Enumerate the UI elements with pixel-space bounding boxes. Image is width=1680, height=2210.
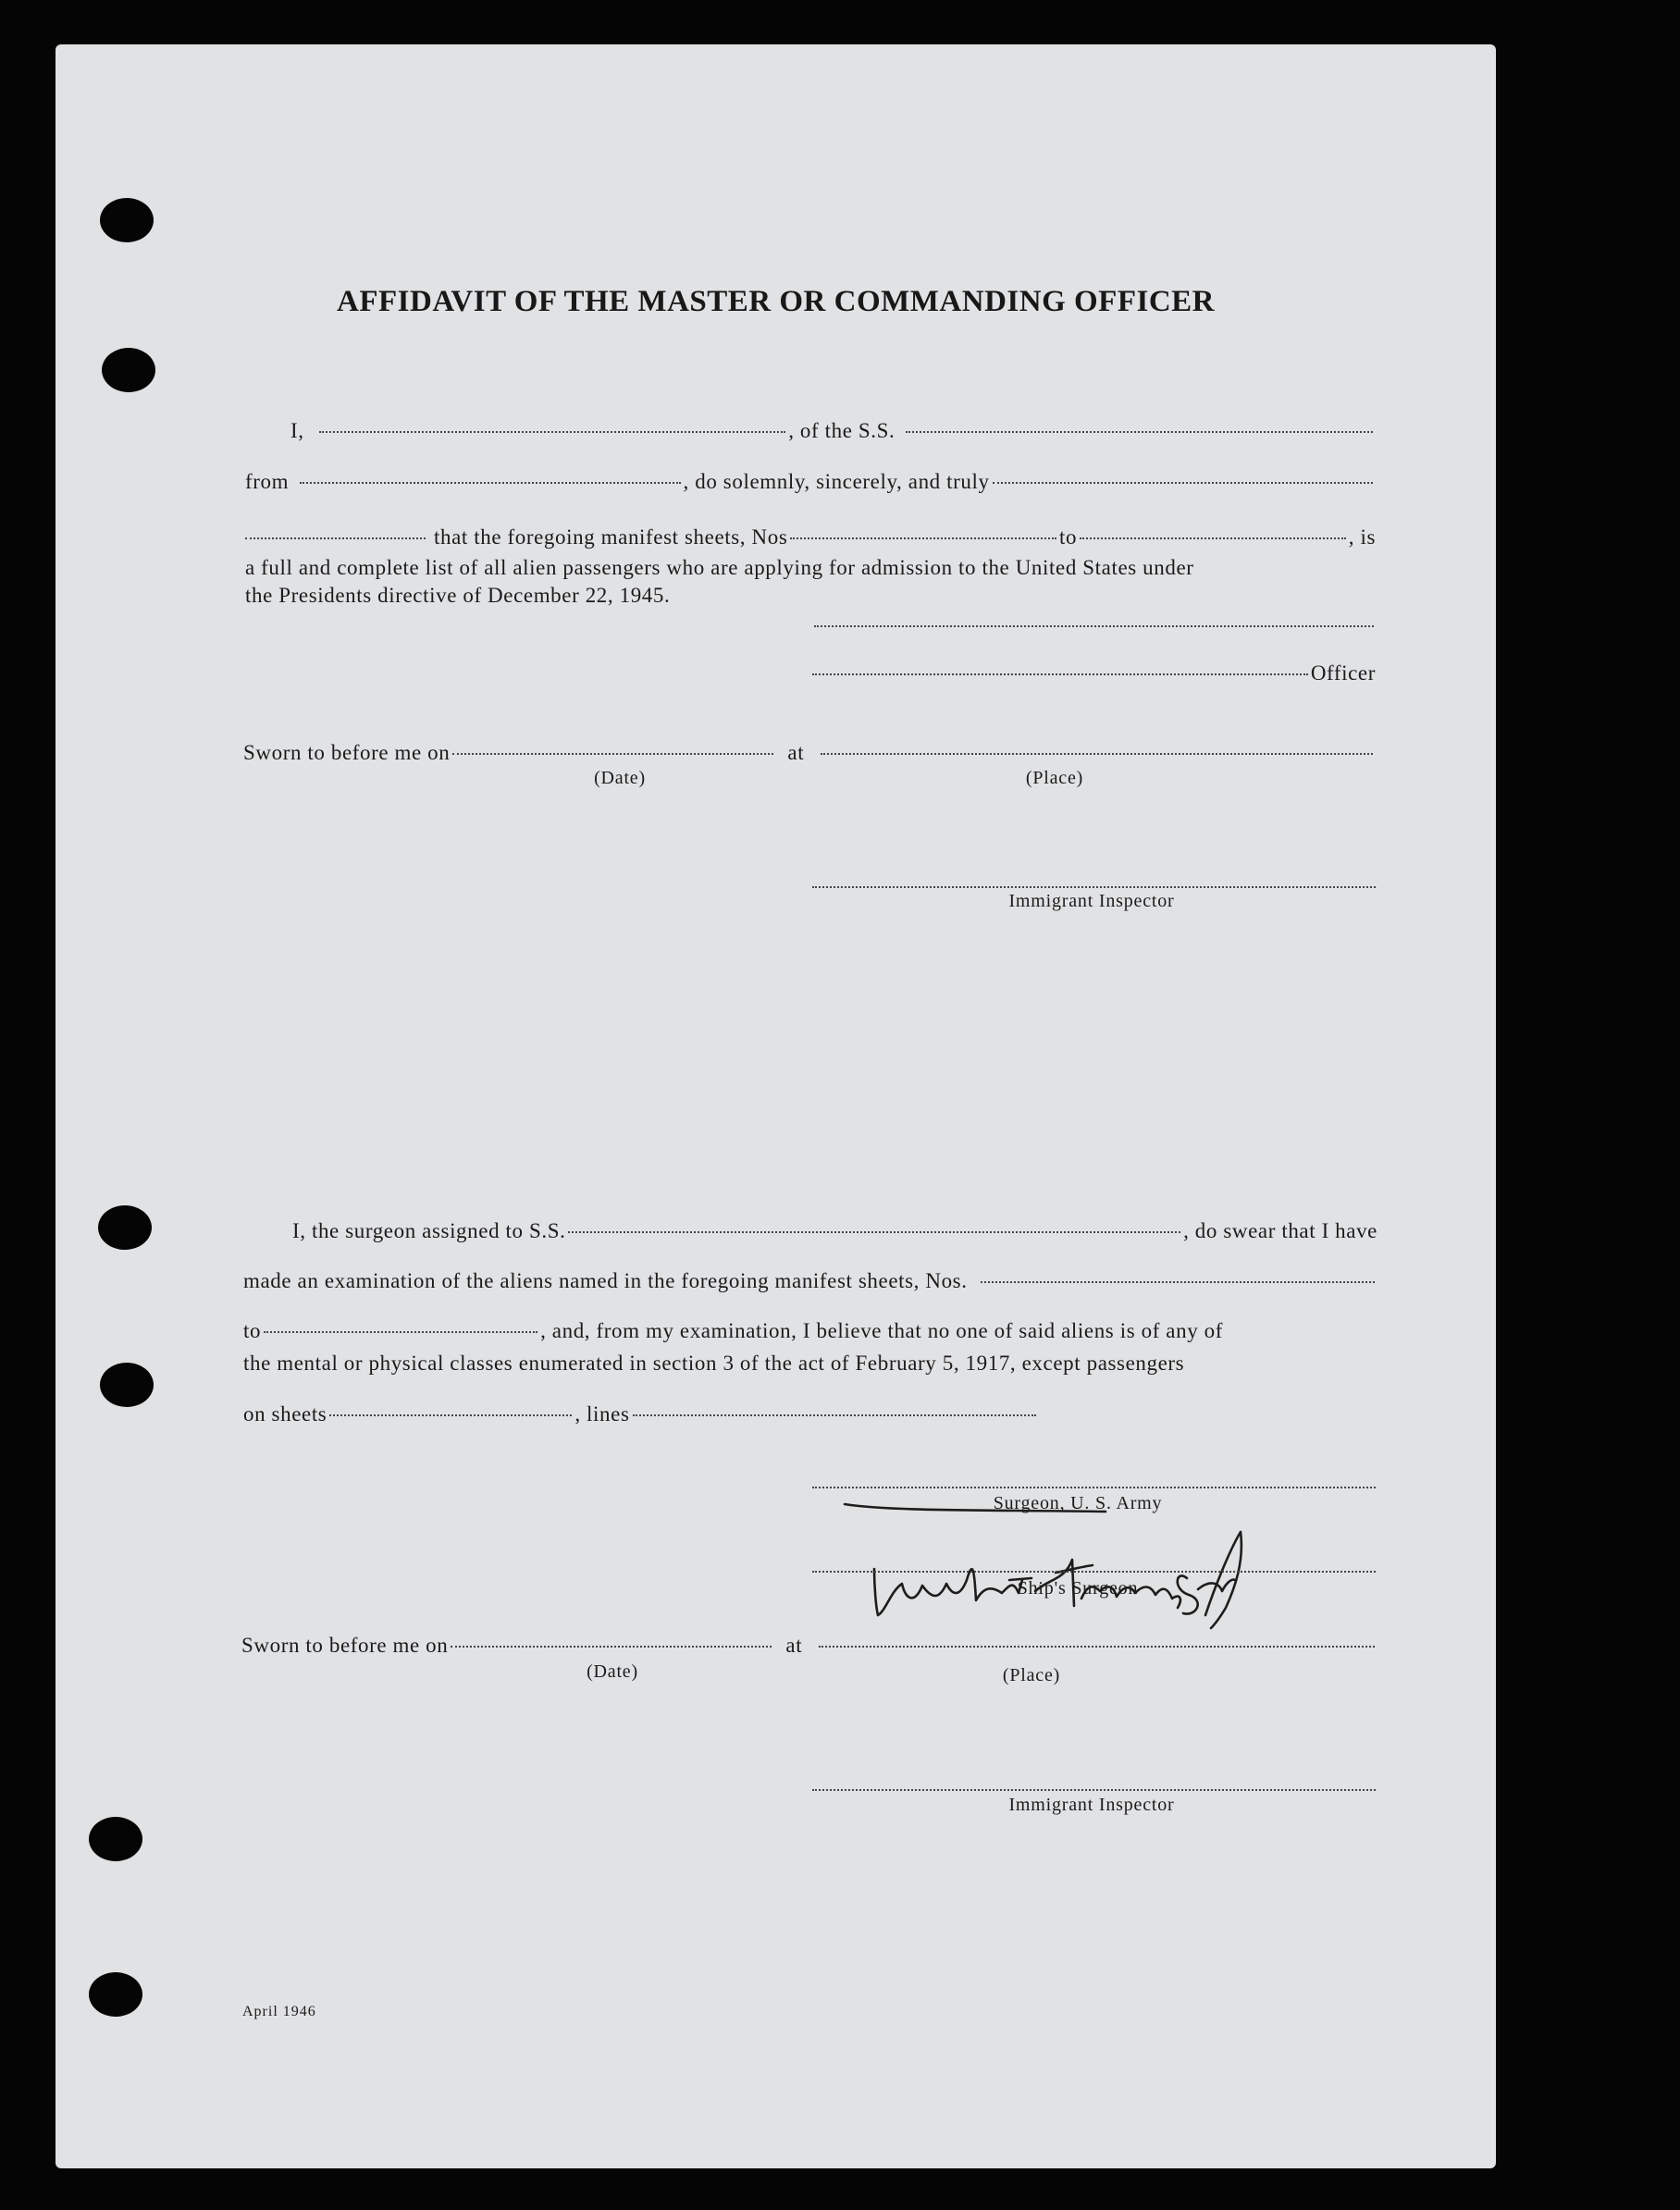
punch-hole (100, 1363, 154, 1407)
officer-signature-line-1[interactable] (814, 625, 1374, 627)
manifest-from-field[interactable] (790, 537, 1056, 539)
form-date-footer: April 1946 (242, 2004, 316, 2019)
inspector-caption: Immigrant Inspector (1008, 891, 1175, 911)
surgeon-signature (837, 1476, 1244, 1652)
lines-field[interactable] (633, 1414, 1037, 1416)
punch-hole (89, 1817, 142, 1861)
punch-hole (100, 198, 154, 242)
port-from-field[interactable] (300, 482, 680, 484)
place-caption: (Place) (1025, 768, 1084, 788)
surgeon-manifest-from-field[interactable] (981, 1281, 1375, 1283)
surgeon-date-caption: (Date) (587, 1661, 638, 1682)
surgeon-at-label: at (785, 1634, 803, 1657)
army-surgeon-caption: Surgeon, U. S. Army (993, 1493, 1163, 1513)
master-line-4: a full and complete list of all alien passengers who are applying for admission to the United States under (245, 556, 1194, 579)
date-caption: (Date) (594, 768, 646, 788)
swear-type-field[interactable] (993, 482, 1373, 484)
is-label: , is (1348, 525, 1376, 549)
master-line-5: the Presidents directive of December 22, 1945. (245, 584, 671, 607)
surgeon-line-2 (243, 1269, 1377, 1293)
surgeon-place-caption: (Place) (1002, 1665, 1061, 1685)
manifest-label: that the foregoing manifest sheets, Nos (434, 525, 788, 549)
officer-signature-line-2[interactable] (812, 673, 1308, 675)
surgeon-inspector-caption: Immigrant Inspector (1008, 1795, 1175, 1815)
surgeon-ship-field[interactable] (568, 1231, 1180, 1233)
from-label: from (245, 470, 290, 493)
at-label: at (787, 741, 805, 764)
examination-label: made an examination of the aliens named in the foregoing manifest sheets, Nos. (243, 1269, 968, 1292)
to-label: to (1059, 525, 1078, 549)
surgeon-sworn-label: Sworn to before me on (241, 1634, 449, 1657)
belief-label: , and, from my examination, I believe that no one of said aliens is of any of (540, 1319, 1224, 1342)
sworn-label: Sworn to before me on (243, 741, 451, 764)
swear-label: , do solemnly, sincerely, and truly (683, 470, 990, 493)
master-line-1 (290, 419, 1376, 443)
form-page (56, 44, 1496, 2168)
manifest-to-field[interactable] (1080, 537, 1346, 539)
lines-label: , lines (574, 1402, 630, 1426)
form-title: AFFIDAVIT OF THE MASTER OR COMMANDING OFFICER (337, 285, 1215, 318)
punch-hole (102, 348, 155, 392)
ships-surgeon-line[interactable] (812, 1571, 1376, 1573)
ship-label: , of the S.S. (788, 419, 896, 442)
pronoun-label: I, (290, 419, 304, 442)
master-line-2 (245, 470, 1376, 494)
master-sworn-row (243, 741, 1376, 765)
surgeon-line-3 (243, 1319, 1377, 1343)
officer-row (809, 661, 1376, 685)
officer-label: Officer (1310, 661, 1376, 685)
punch-hole (89, 1972, 142, 2017)
sworn-date-field[interactable] (452, 753, 773, 755)
oath-field[interactable] (245, 537, 426, 539)
sworn-place-field[interactable] (821, 753, 1373, 755)
surgeon-sworn-date-field[interactable] (451, 1646, 772, 1648)
surgeon-inspector-signature-line[interactable] (812, 1789, 1376, 1791)
sheets-field[interactable] (329, 1414, 572, 1416)
surgeon-line-5 (243, 1402, 1039, 1426)
ship-name-field[interactable] (906, 431, 1373, 433)
master-name-field[interactable] (319, 431, 786, 433)
master-line-3 (245, 525, 1376, 549)
signature-text: Newton Thomas Saxl (837, 1476, 846, 1477)
punch-hole (98, 1205, 152, 1250)
inspector-signature-line[interactable] (812, 886, 1376, 888)
surgeon-line-1 (292, 1219, 1377, 1243)
surgeon-sworn-row (241, 1634, 1377, 1658)
surgeon-manifest-to-field[interactable] (264, 1331, 537, 1333)
surgeon-line-4: the mental or physical classes enumerated in section 3 of the act of February 5, 1917, except passengers (243, 1352, 1185, 1375)
sheets-label: on sheets (243, 1402, 327, 1426)
surgeon-intro-label: I, the surgeon assigned to S.S. (292, 1219, 566, 1242)
surgeon-sworn-place-field[interactable] (819, 1646, 1375, 1648)
ships-surgeon-caption: Ship's Surgeon (1017, 1578, 1139, 1599)
surgeon-to-label: to (243, 1319, 262, 1342)
surgeon-swear-label: , do swear that I have (1183, 1219, 1377, 1242)
